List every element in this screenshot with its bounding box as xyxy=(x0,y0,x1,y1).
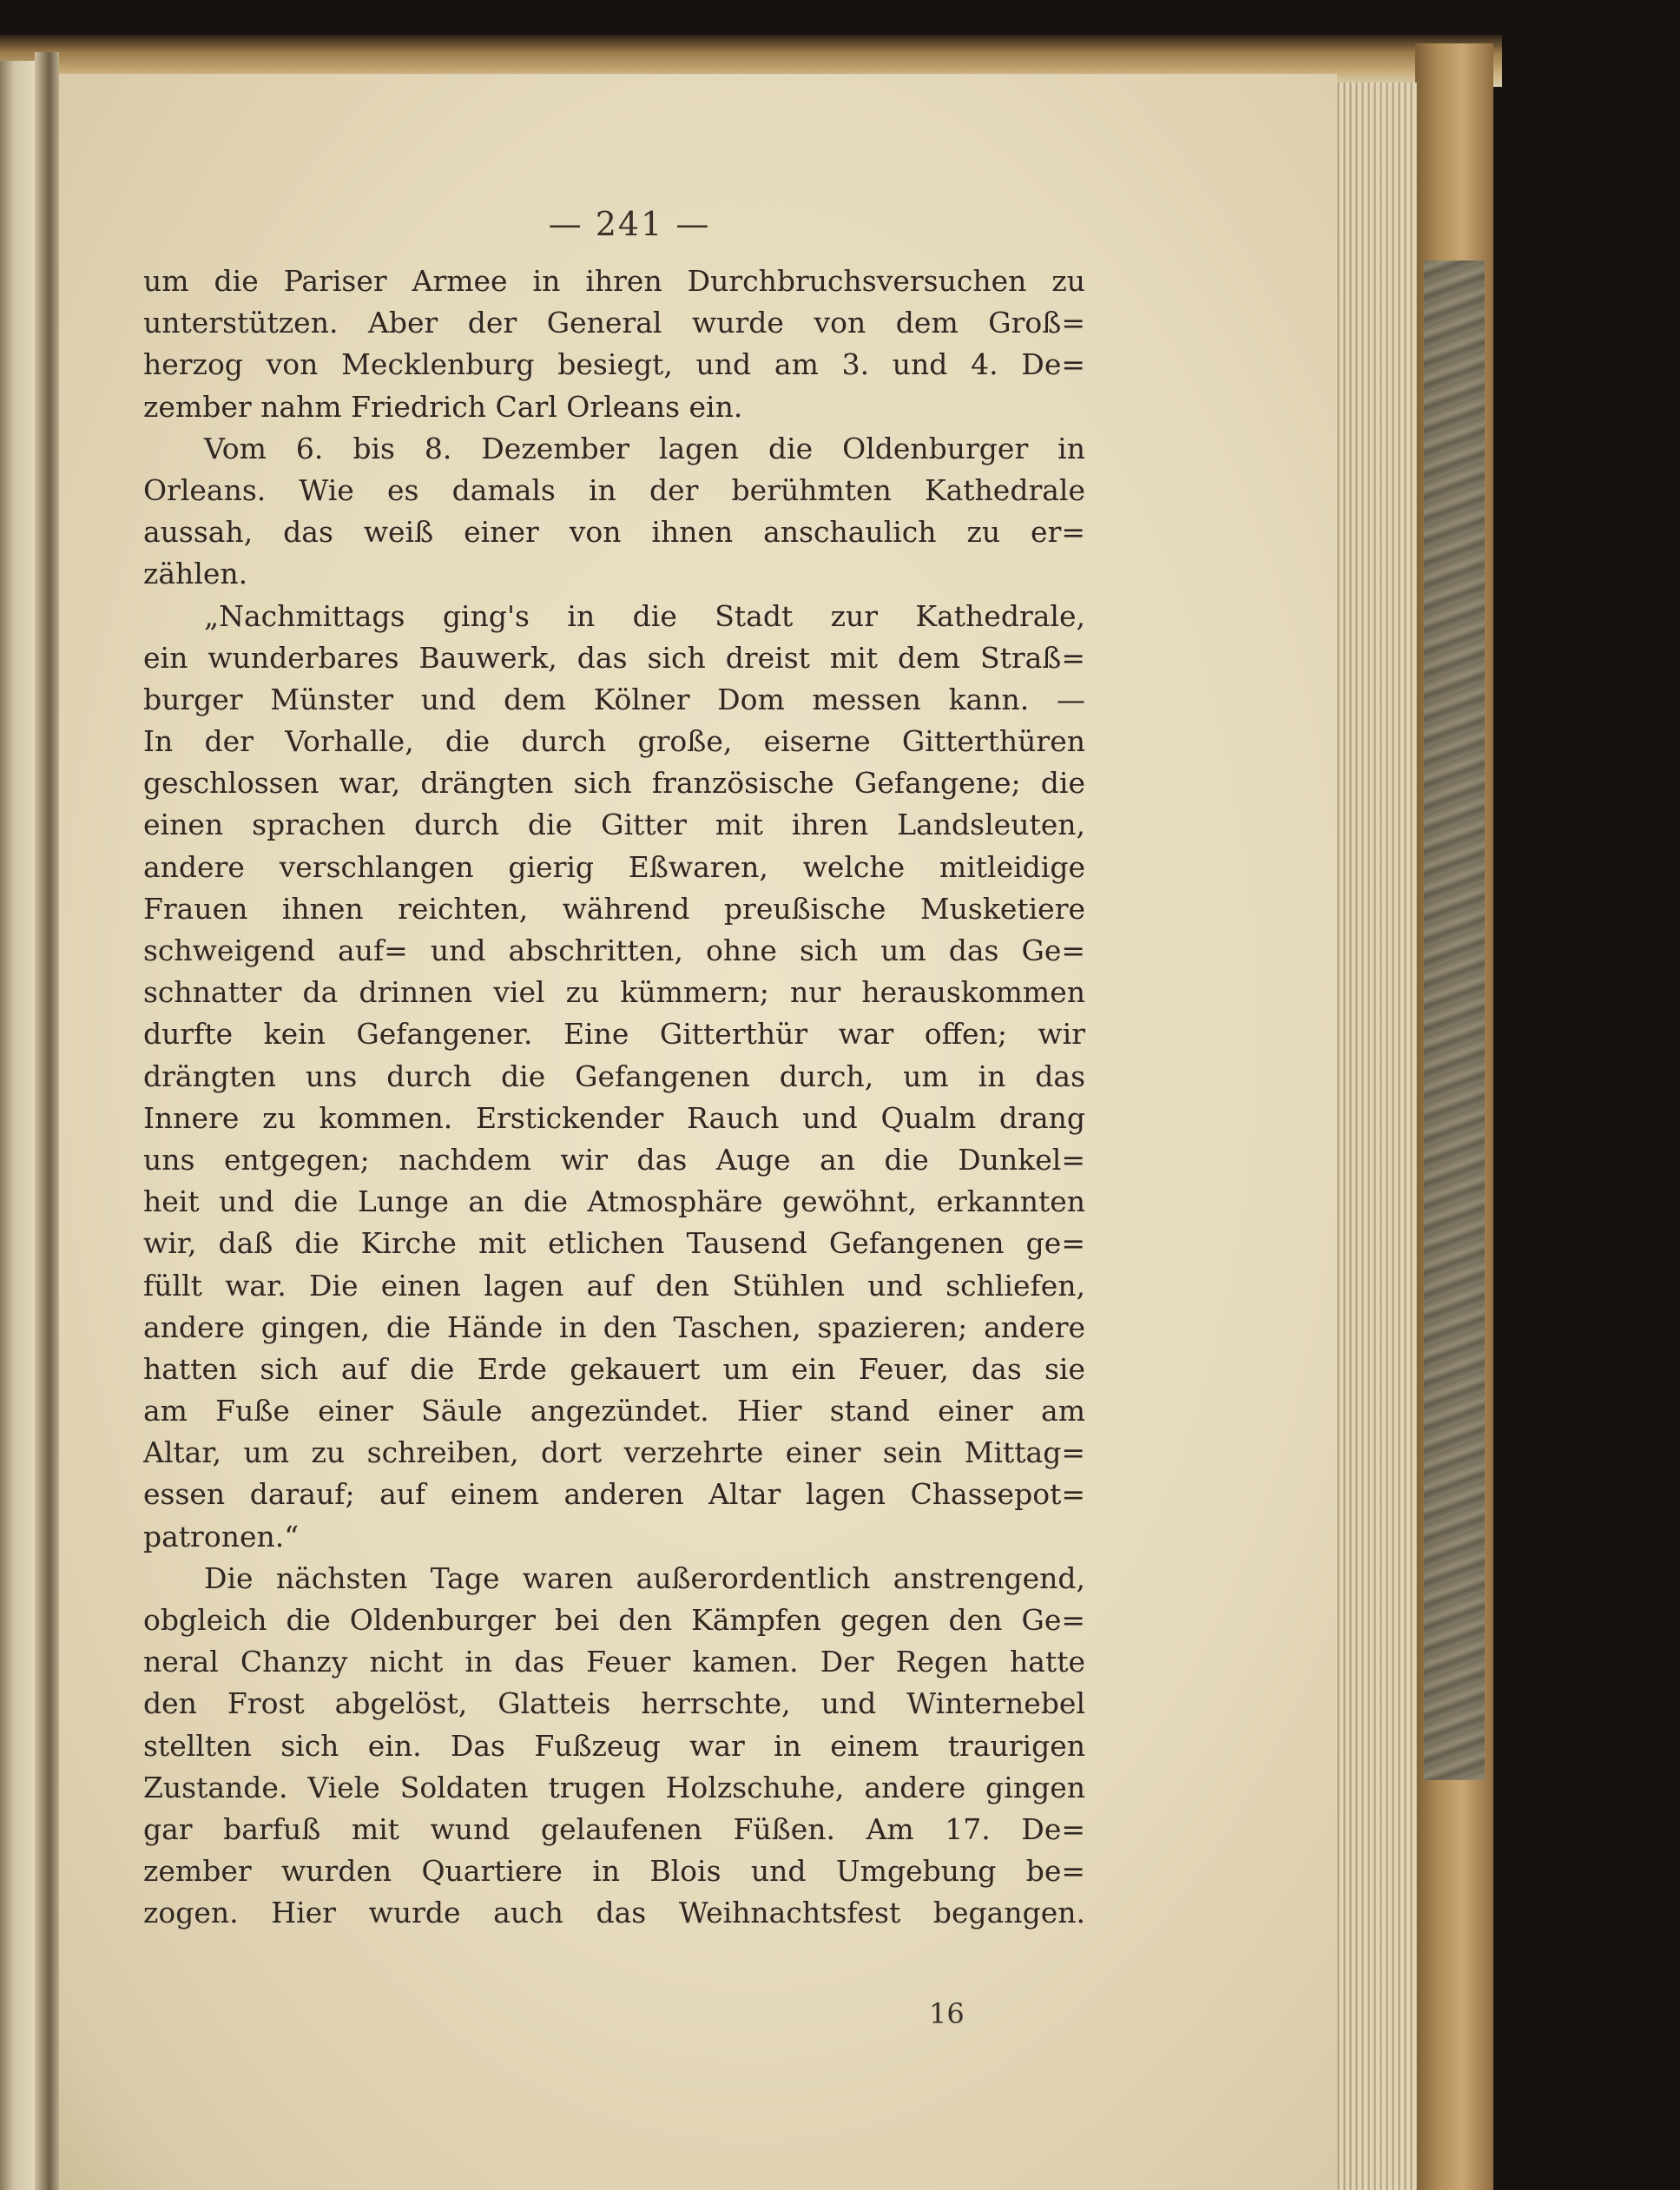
text-line: Innere zu kommen. Erstickender Rauch und Qualm drang xyxy=(143,1100,1085,1135)
text-line: Orleans. Wie es damals in der berühmten Kathedrale xyxy=(143,472,1085,507)
text-line: Zustande. Viele Soldaten trugen Holzschuhe, andere gingen xyxy=(143,1770,1085,1804)
page-number: — 241 — xyxy=(548,205,711,243)
text-line: andere gingen, die Hände in den Taschen, spazieren; andere xyxy=(143,1309,1085,1344)
text-line: einen sprachen durch die Gitter mit ihren Landsleuten, xyxy=(143,808,1085,842)
text-line: gar barfuß mit wund gelaufenen Füßen. Am 17. De= xyxy=(143,1811,1085,1846)
text-line: geschlossen war, drängten sich französische Gefangene; die xyxy=(143,766,1085,801)
text-line: Die nächsten Tage waren außerordentlich anstrengend, xyxy=(204,1560,1085,1595)
text-line: zählen. xyxy=(143,557,248,591)
text-line: zogen. Hier wurde auch das Weihnachtsfest begangen. xyxy=(143,1896,1085,1930)
text-line: um die Pariser Armee in ihren Durchbruchsversuchen zu xyxy=(143,264,1085,298)
text-line: aussah, das weiß einer von ihnen anschaulich zu er= xyxy=(143,515,1085,550)
text-line: schweigend auf= und abschritten, ohne sich um das Ge= xyxy=(143,933,1085,967)
text-line: ein wunderbares Bauwerk, das sich dreist mit dem Straß= xyxy=(143,640,1085,675)
text-line: neral Chanzy nicht in das Feuer kamen. Der Regen hatte xyxy=(143,1645,1085,1679)
text-line: essen darauf; auf einem anderen Altar lagen Chassepot= xyxy=(143,1477,1085,1512)
text-line: drängten uns durch die Gefangenen durch, um in das xyxy=(143,1059,1085,1093)
text-line: zember nahm Friedrich Carl Orleans ein. xyxy=(143,389,743,424)
text-line: durfte kein Gefangener. Eine Gitterthür war offen; wir xyxy=(143,1017,1085,1052)
text-line: Vom 6. bis 8. Dezember lagen die Oldenburger in xyxy=(204,431,1085,465)
text-line: In der Vorhalle, die durch große, eiserne Gitterthüren xyxy=(143,724,1085,759)
text-line: Altar, um zu schreiben, dort verzehrte einer sein Mittag= xyxy=(143,1435,1085,1470)
text-line: zember wurden Quartiere in Blois und Umgebung be= xyxy=(143,1854,1085,1889)
text-line: burger Münster und dem Kölner Dom messen kann. — xyxy=(143,682,1085,716)
text-line: hatten sich auf die Erde gekauert um ein Feuer, das sie xyxy=(143,1351,1085,1386)
marbled-cover-strip xyxy=(1424,261,1485,1780)
text-line: schnatter da drinnen viel zu kümmern; nur herauskommen xyxy=(143,975,1085,1010)
text-line: unterstützen. Aber der General wurde von dem Groß= xyxy=(143,306,1085,340)
text-line: uns entgegen; nachdem wir das Auge an die Dunkel= xyxy=(143,1142,1085,1177)
text-line: stellten sich ein. Das Fußzeug war in einem traurigen xyxy=(143,1728,1085,1763)
left-page-edge xyxy=(0,61,35,2190)
text-line: patronen.“ xyxy=(143,1519,300,1553)
text-line: „Nachmittags ging's in die Stadt zur Kathedrale, xyxy=(204,598,1085,633)
book-gutter xyxy=(35,52,59,2190)
text-line: den Frost abgelöst, Glatteis herrschte, und Winternebel xyxy=(143,1686,1085,1721)
text-line: wir, daß die Kirche mit etlichen Tausend Gefangenen ge= xyxy=(143,1226,1085,1261)
sheet-signature: 16 xyxy=(929,1997,965,2030)
text-line: heit und die Lunge an die Atmosphäre gewöhnt, erkannten xyxy=(143,1184,1085,1219)
text-line: obgleich die Oldenburger bei den Kämpfen gegen den Ge= xyxy=(143,1603,1085,1637)
text-line: füllt war. Die einen lagen auf den Stühlen und schliefen, xyxy=(143,1268,1085,1303)
body-text xyxy=(143,261,1085,1935)
text-line: Frauen ihnen reichten, während preußische Musketiere xyxy=(143,891,1085,926)
text-line: andere verschlangen gierig Eßwaren, welche mitleidige xyxy=(143,849,1085,884)
text-line: am Fuße einer Säule angezündet. Hier stand einer am xyxy=(143,1394,1085,1428)
text-line: herzog von Mecklenburg besiegt, und am 3. und 4. De= xyxy=(143,347,1085,382)
